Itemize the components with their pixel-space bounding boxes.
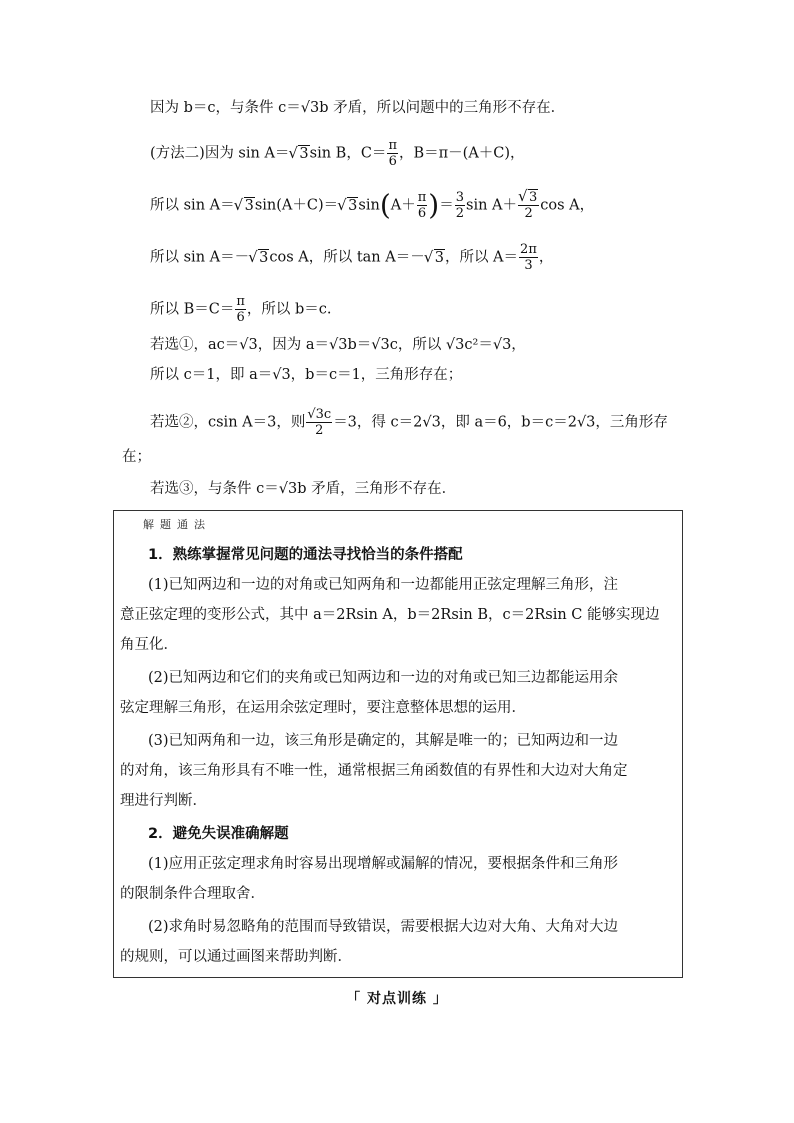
solution-line-3: 所以 sin A＝√ 3sin(A＋C)＝√ 3sin(A＋ $\frac{\pi}{6}$ )＝ $\frac{3}{2}$ sin A＋ √ $\frac{3}{2}$ cos A， bbox=[150, 190, 594, 221]
box-paragraph-5a: (2)求角时易忽略角的范围而导致错误，需要根据大边对大角、大角对大边 bbox=[148, 919, 619, 935]
box-paragraph-2a: (2)已知两边和它们的夹角或已知两边和一边的对角或已知三边都能运用余 bbox=[148, 670, 619, 686]
box-paragraph-5b: 的规则，可以通过画图来帮助判断． bbox=[120, 949, 352, 965]
text: sin B，C＝ bbox=[309, 145, 387, 162]
box-paragraph-2b: 弦定理解三角形，在运用余弦定理时，要注意整体思想的运用． bbox=[120, 700, 526, 716]
solution-line-7: 所以 c＝1，即 a＝√3，b＝c＝1，三角形存在； bbox=[150, 367, 463, 383]
solution-line-6: 若选①，ac＝√3，因为 a＝√3b＝√3c，所以 √3c²＝√3， bbox=[150, 337, 526, 353]
sqrt-symbol: √ 3 bbox=[289, 144, 309, 164]
box-paragraph-4a: (1)应用正弦定理求角时容易出现增解或漏解的情况，要根据条件和三角形 bbox=[148, 856, 619, 872]
box-paragraph-1a: (1)已知两边和一边的对角或已知两角和一边都能用正弦定理解三角形，注 bbox=[148, 577, 619, 593]
text: ，B＝π－(A＋C)， bbox=[398, 145, 525, 162]
box-paragraph-1b: 意正弦定理的变形公式，其中 a＝2Rsin A，b＝2Rsin B，c＝2Rsin C 能够实现边 bbox=[120, 607, 660, 623]
box-heading-1: 1．熟练掌握常见问题的通法寻找恰当的条件搭配 bbox=[148, 547, 463, 563]
solution-line-5: 所以 B＝C＝ $\frac{\pi}{6}$ ，所以 b＝c. bbox=[150, 294, 332, 325]
box-paragraph-4b: 的限制条件合理取舍． bbox=[120, 886, 265, 902]
box-paragraph-3a: (3)已知两角和一边，该三角形是确定的，其解是唯一的；已知两边和一边 bbox=[148, 733, 619, 749]
solution-line-8: 若选②，csin A＝3，则 $\frac{√3c}{2}$ ＝3，得 c＝2√3，即 a＝6，b＝c＝2√3，三角形存 bbox=[150, 407, 668, 438]
box-paragraph-3c: 理进行判断． bbox=[120, 793, 207, 809]
fraction-pi-over-6: $\frac{\pi}{6}$ bbox=[388, 138, 397, 169]
solution-line-1: 因为 b＝c，与条件 c＝√3b 矛盾，所以问题中的三角形不存在． bbox=[150, 100, 566, 116]
solution-line-9: 在； bbox=[122, 449, 151, 465]
text: (方法二)因为 sin A＝ bbox=[150, 145, 290, 162]
box-paragraph-1c: 角互化． bbox=[120, 637, 178, 653]
solution-line-4: 所以 sin A＝－√ 3cos A，所以 tan A＝－√ 3，所以 A＝ $\frac{2\pi}{3}$ ， bbox=[150, 242, 553, 273]
box-heading-2: 2．避免失误准确解题 bbox=[148, 826, 289, 842]
box-paragraph-3b: 的对角，该三角形具有不唯一性，通常根据三角函数值的有界性和大边对大角定 bbox=[120, 763, 628, 779]
solution-line-2 bbox=[150, 138, 525, 169]
section-footer-heading: 「 对点训练 」 bbox=[346, 991, 448, 1007]
box-title: 解题通法 bbox=[143, 518, 211, 531]
solution-line-10: 若选③，与条件 c＝√3b 矛盾，三角形不存在． bbox=[150, 481, 457, 497]
